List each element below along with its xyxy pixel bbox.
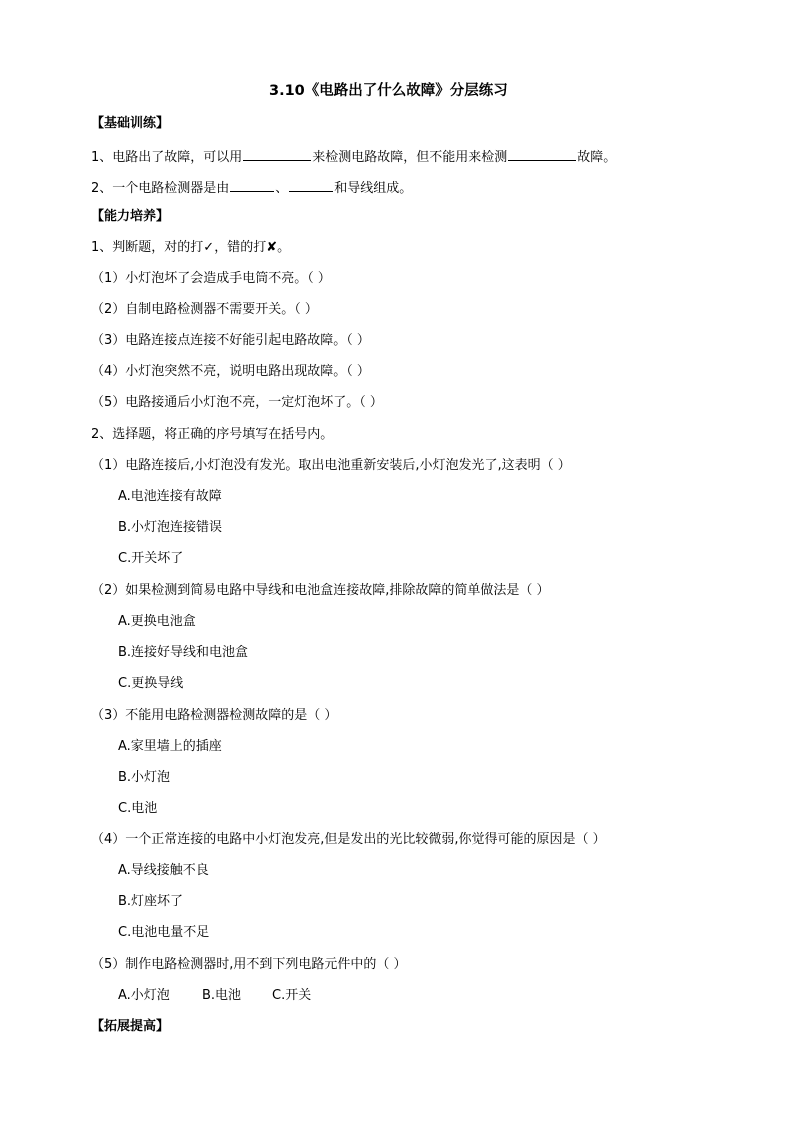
basic-q2-text-b: 、 [275,181,289,196]
answer-blank[interactable] [289,178,333,192]
choice-q1-option-b: B.小灯泡连接错误 [118,520,223,535]
choice-q5-option-c: C.开关 [272,988,312,1003]
judge-item-2: （2）自制电路检测器不需要开关。（ ） [91,302,318,317]
basic-q1-text-b: 来检测电路故障，但不能用来检测 [312,150,508,165]
basic-q1-text-c: 故障。 [577,150,617,165]
answer-blank[interactable] [508,147,576,161]
basic-q1-text-a: 1、电路出了故障，可以用 [91,150,243,165]
section-ability-heading: 【能力培养】 [91,209,170,224]
choice-q1-option-c: C.开关坏了 [118,551,184,566]
page-title: 3.10《电路出了什么故障》分层练习 [269,83,508,99]
judge-item-3: （3）电路连接点连接不好能引起电路故障。（ ） [91,333,370,348]
judge-item-1: （1）小灯泡坏了会造成手电筒不亮。（ ） [91,271,331,286]
choice-q5-option-b: B.电池 [202,988,242,1003]
answer-blank[interactable] [230,178,274,192]
choice-q2-option-c: C.更换导线 [118,676,184,691]
choice-q3-option-a: A.家里墙上的插座 [118,739,222,754]
judge-intro-a: 1、判断题，对的打 [91,240,204,255]
basic-q2-text-a: 2、一个电路检测器是由 [91,181,230,196]
choice-q1-option-a: A.电池连接有故障 [118,489,222,504]
judge-intro-b: ，错的打 [214,240,267,255]
choice-q4-option-b: B.灯座坏了 [118,894,184,909]
section-extend-heading: 【拓展提高】 [91,1019,170,1034]
choice-q5-stem: （5）制作电路检测器时,用不到下列电路元件中的（ ） [91,957,407,972]
section-basic-heading: 【基础训练】 [91,116,170,131]
judge-intro-c: 。 [277,240,291,255]
judge-item-5: （5）电路接通后小灯泡不亮，一定灯泡坏了。（ ） [91,395,383,410]
choice-q4-stem: （4）一个正常连接的电路中小灯泡发亮,但是发出的光比较微弱,你觉得可能的原因是（ ） [91,832,606,847]
judge-intro [91,240,290,256]
judge-item-4: （4）小灯泡突然不亮，说明电路出现故障。（ ） [91,364,370,379]
basic-question-1 [91,147,616,166]
choice-q4-option-c: C.电池电量不足 [118,925,210,940]
basic-question-2 [91,178,412,197]
choice-q1-stem: （1）电路连接后,小灯泡没有发光。取出电池重新安装后,小灯泡发光了,这表明（ ） [91,458,571,473]
choice-q5-options [118,988,311,1004]
cross-mark-icon: ✘ [266,240,278,255]
choice-q3-stem: （3）不能用电路检测器检测故障的是（ ） [91,708,338,723]
answer-blank[interactable] [243,147,311,161]
choice-q5-option-a: A.小灯泡 [118,988,170,1003]
basic-q2-text-c: 和导线组成。 [334,181,413,196]
choice-q3-option-c: C.电池 [118,801,158,816]
choice-q3-option-b: B.小灯泡 [118,770,171,785]
choice-q2-option-b: B.连接好导线和电池盒 [118,645,249,660]
choice-q2-option-a: A.更换电池盒 [118,614,196,629]
choice-q2-stem: （2）如果检测到简易电路中导线和电池盒连接故障,排除故障的简单做法是（ ） [91,583,550,598]
choice-intro: 2、选择题，将正确的序号填写在括号内。 [91,427,334,442]
choice-q4-option-a: A.导线接触不良 [118,863,209,878]
check-mark-icon: ✓ [203,240,215,255]
